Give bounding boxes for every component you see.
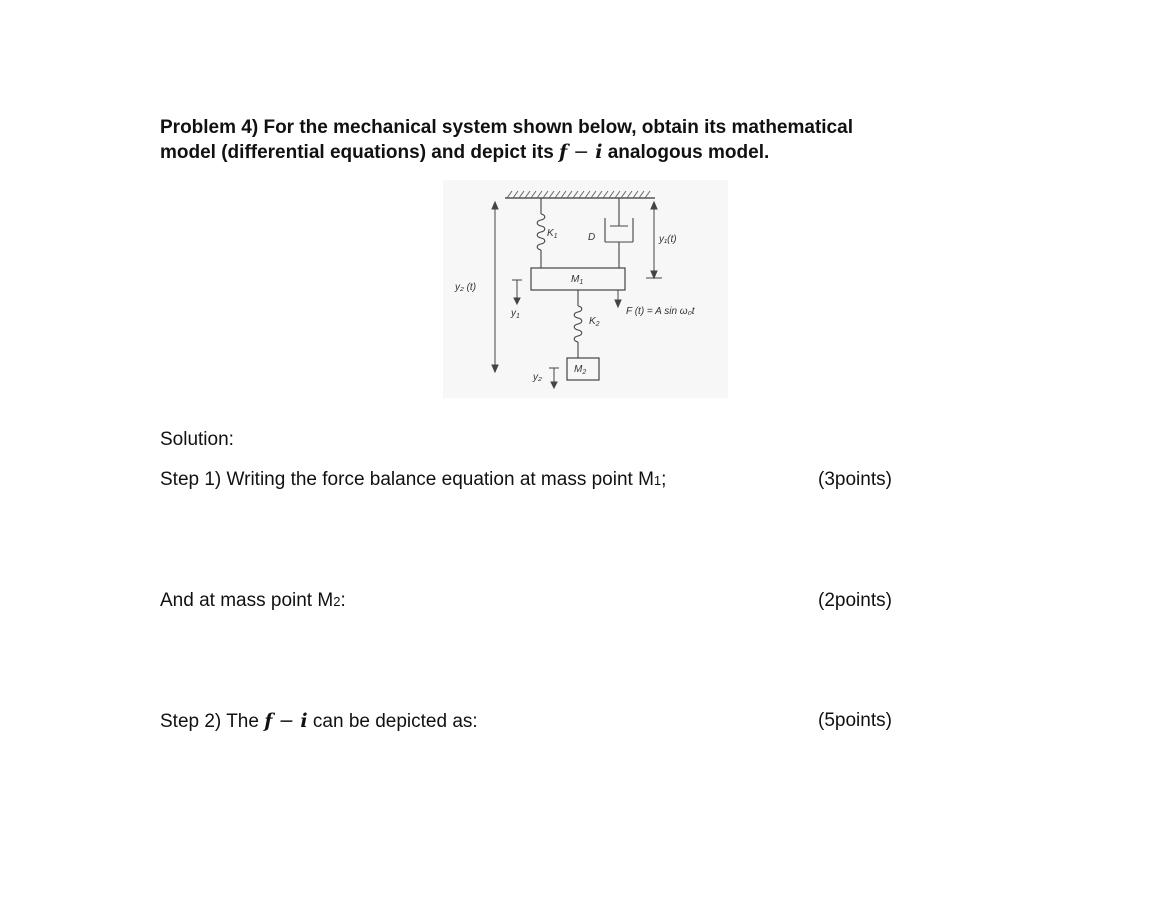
label-y1t: y₁(t) — [659, 234, 677, 245]
label-y1: $y_1$ — [511, 308, 520, 320]
force-arrow — [615, 290, 621, 307]
math-i: i — [595, 141, 603, 163]
mechanical-system-diagram — [443, 180, 728, 398]
math-minus: − — [567, 141, 596, 163]
label-m2: $M_2$ — [574, 364, 587, 376]
label-y2t: y₂ (t) — [455, 282, 477, 293]
step2-math-i: i — [300, 710, 308, 732]
spring-k2 — [574, 290, 582, 358]
step2-points: (5points) — [818, 710, 892, 731]
label-m1: $M_1$ — [571, 274, 584, 286]
step2-text — [160, 709, 478, 734]
y2-arrow — [549, 368, 559, 388]
problem-statement — [160, 115, 1020, 165]
problem-line-1: Problem 4) For the mechanical system shown below, obtain its mathematical — [160, 117, 853, 138]
step1-sub: 1 — [653, 473, 662, 488]
and-m2-sub: 2 — [333, 594, 341, 609]
label-k1: $K_1$ — [547, 228, 558, 240]
label-y2: y₂ — [533, 372, 542, 383]
step2-prefix: Step 2) The — [160, 711, 265, 732]
math-f: f — [559, 141, 568, 163]
and-m2-main: And at mass point M — [160, 590, 334, 611]
problem-line-2-prefix: model (differential equations) and depict its — [160, 142, 560, 163]
step1-points: (3points) — [818, 469, 892, 490]
label-force: F (t) = A sin ω₀t — [626, 306, 695, 317]
step2-suffix: can be depicted as: — [307, 711, 478, 732]
problem-line-2 — [160, 140, 1020, 165]
mechanical-system-figure — [443, 180, 728, 398]
damper-d — [605, 198, 633, 268]
step2-math-minus: − — [272, 710, 301, 732]
y1-arrow — [512, 280, 522, 304]
y2t-dimension — [492, 202, 498, 372]
step1-text — [160, 468, 666, 493]
step2-math-f: f — [264, 710, 273, 732]
label-k2: $K_2$ — [589, 316, 600, 328]
label-d: D — [588, 232, 596, 243]
problem-line-2-suffix: analogous model. — [602, 142, 770, 163]
ceiling-hatch — [507, 191, 650, 198]
step1-end: ; — [661, 469, 667, 490]
and-m2-points: (2points) — [818, 590, 892, 611]
and-m2-end: : — [340, 590, 346, 611]
and-m2-text — [160, 589, 346, 614]
solution-label: Solution: — [160, 429, 234, 450]
step1-main: Step 1) Writing the force balance equation at mass point M — [160, 469, 654, 490]
spring-k1 — [537, 198, 545, 268]
